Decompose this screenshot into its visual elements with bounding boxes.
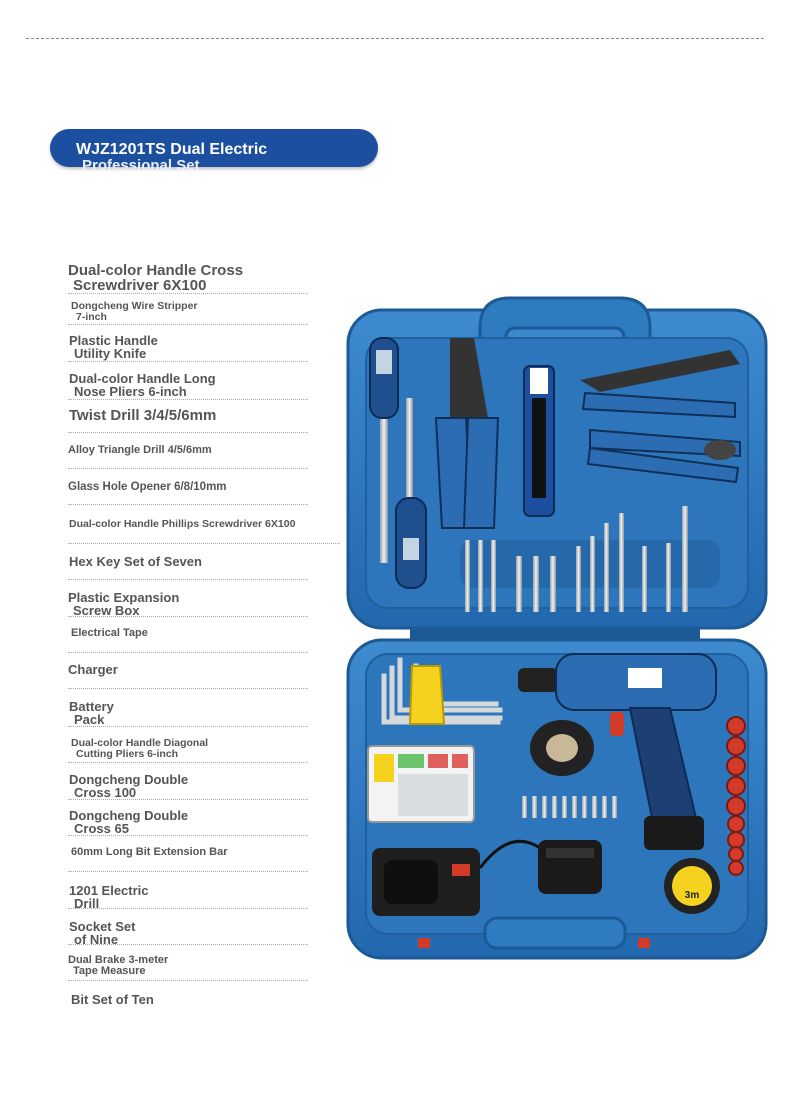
item-divider bbox=[68, 504, 308, 505]
item-divider bbox=[68, 688, 308, 689]
item-label: Dual-color Handle Diagonal Cutting Pliers 6-inch bbox=[71, 737, 209, 760]
item-label: Hex Key Set of Seven bbox=[69, 554, 202, 569]
item-label: Dual-color Handle Cross Screwdriver 6X100 bbox=[68, 262, 244, 294]
item-divider bbox=[68, 432, 308, 433]
item-label: Twist Drill 3/4/5/6mm bbox=[69, 407, 217, 424]
tool-case-illustration bbox=[340, 288, 770, 968]
item-divider bbox=[68, 361, 308, 362]
product-title: WJZ1201TS Dual Electric bbox=[76, 141, 268, 158]
item-label: Dongcheng Wire Stripper 7-inch bbox=[71, 300, 198, 323]
item-label: Glass Hole Opener 6/8/10mm bbox=[68, 481, 227, 493]
item-divider bbox=[68, 835, 308, 836]
item-label: Dongcheng Double Cross 65 bbox=[69, 808, 189, 836]
item-label: 60mm Long Bit Extension Bar bbox=[71, 846, 228, 858]
item-divider bbox=[68, 652, 308, 653]
item-label: Electrical Tape bbox=[71, 627, 148, 639]
item-divider bbox=[68, 293, 308, 294]
item-divider bbox=[68, 944, 308, 945]
item-divider bbox=[68, 468, 308, 469]
item-divider bbox=[68, 908, 308, 909]
item-label: Dual Brake 3-meter Tape Measure bbox=[68, 954, 169, 977]
item-divider bbox=[68, 399, 308, 400]
item-label: Plastic Expansion Screw Box bbox=[68, 590, 180, 618]
item-divider bbox=[68, 616, 308, 617]
item-label: Battery Pack bbox=[69, 699, 114, 727]
item-divider bbox=[68, 726, 308, 727]
item-divider bbox=[68, 980, 308, 981]
item-label: Dongcheng Double Cross 100 bbox=[69, 772, 189, 800]
tape-measure-label: 3m bbox=[684, 890, 700, 901]
product-subtitle: Professional Set bbox=[82, 158, 200, 172]
utility-knife-icon bbox=[524, 366, 554, 516]
item-divider bbox=[68, 762, 308, 763]
item-divider bbox=[68, 799, 308, 800]
item-label: Dual-color Handle Phillips Screwdriver 6X100 bbox=[69, 518, 296, 530]
item-label: Bit Set of Ten bbox=[71, 992, 154, 1007]
item-divider bbox=[68, 543, 340, 544]
top-divider bbox=[26, 38, 764, 39]
item-label: Plastic Handle Utility Knife bbox=[69, 333, 158, 361]
electrical-tape-icon bbox=[530, 720, 594, 776]
item-label: Alloy Triangle Drill 4/5/6mm bbox=[68, 444, 212, 456]
item-divider bbox=[68, 324, 308, 325]
item-label: Dual-color Handle Long Nose Pliers 6-inch bbox=[69, 371, 216, 399]
item-label: Charger bbox=[68, 662, 118, 677]
battery-pack-icon bbox=[538, 840, 602, 894]
expansion-screw-box-icon bbox=[368, 746, 474, 822]
item-label: Socket Set of Nine bbox=[69, 919, 136, 947]
tape-measure-icon bbox=[664, 858, 720, 914]
item-divider bbox=[68, 579, 308, 580]
item-divider bbox=[68, 871, 308, 872]
item-label: 1201 Electric Drill bbox=[69, 883, 149, 911]
